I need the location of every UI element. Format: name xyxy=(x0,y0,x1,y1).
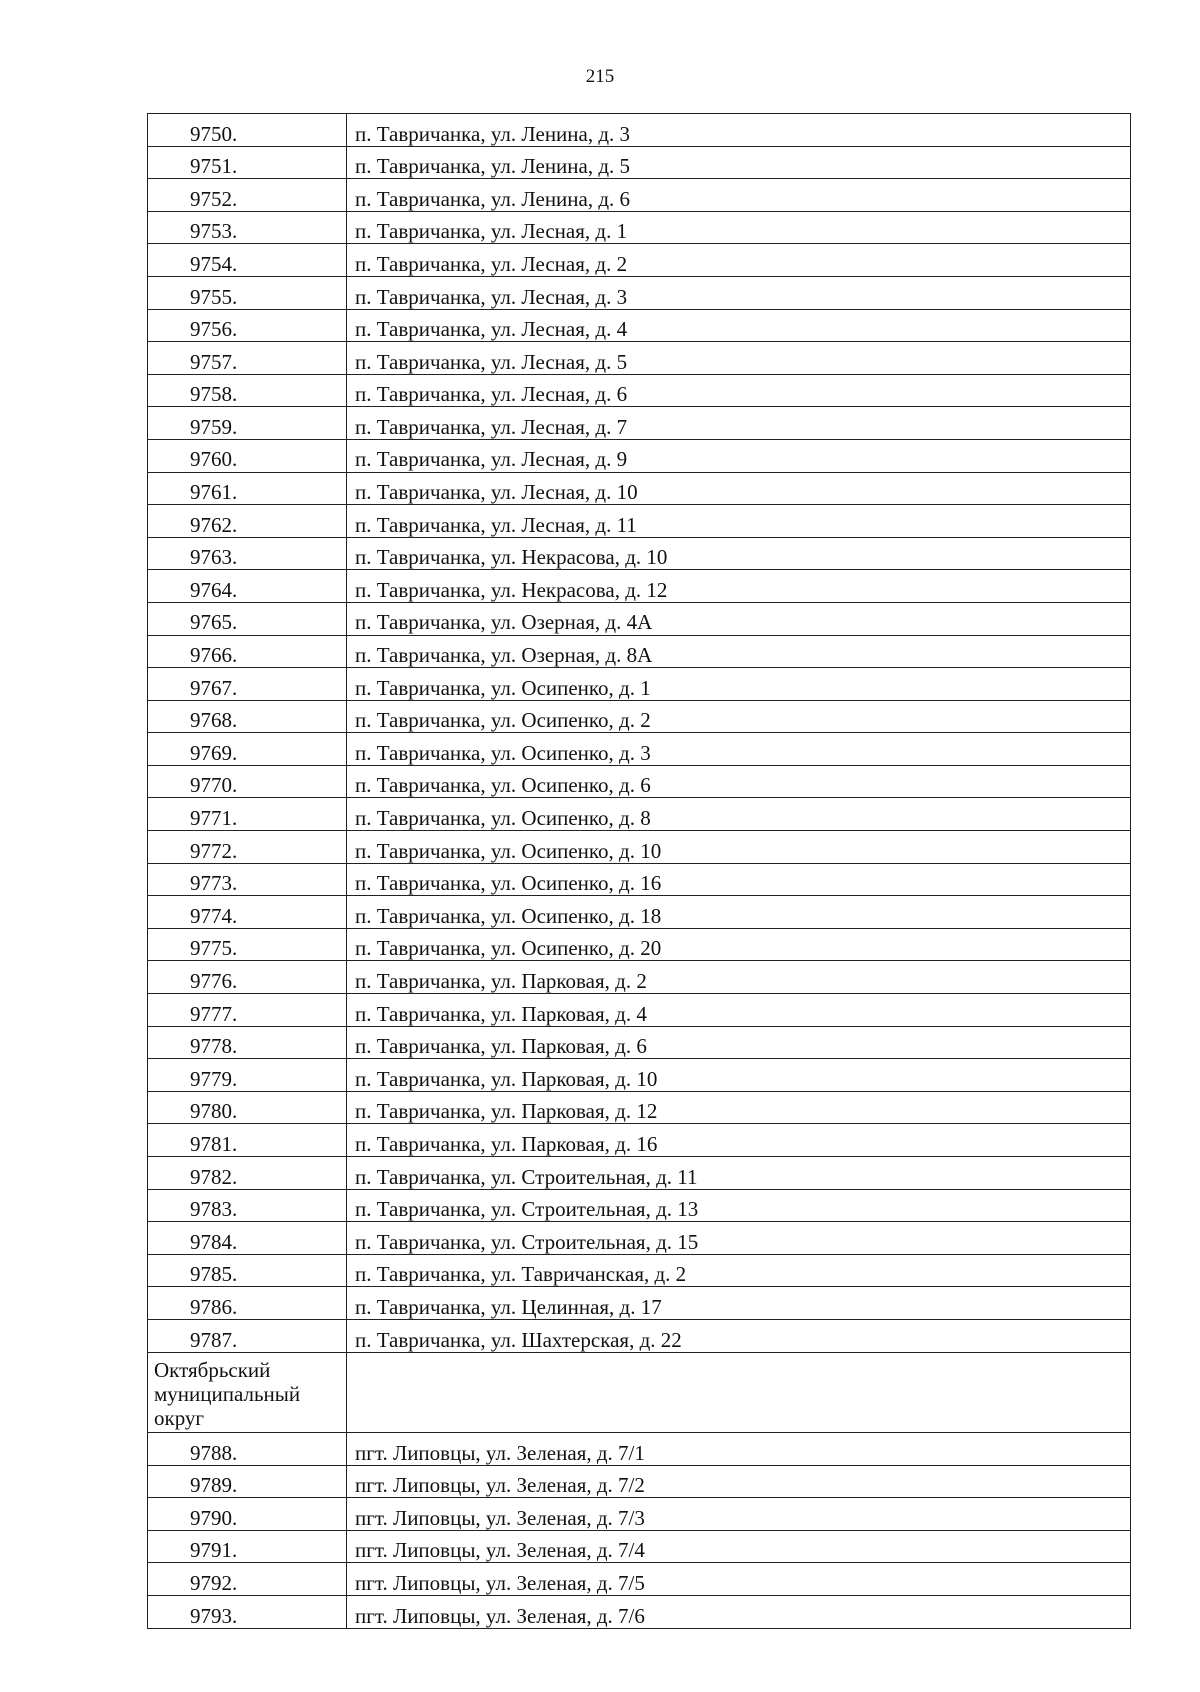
table-row xyxy=(148,1124,1131,1157)
table-row xyxy=(148,602,1131,635)
row-address: п. Тавричанка, ул. Осипенко, д. 6 xyxy=(347,765,1131,798)
row-number: 9777. xyxy=(148,994,347,1027)
row-number: 9776. xyxy=(148,961,347,994)
row-address: п. Тавричанка, ул. Парковая, д. 6 xyxy=(347,1026,1131,1059)
row-number: 9751. xyxy=(148,146,347,179)
table-row xyxy=(148,733,1131,766)
table-row xyxy=(148,668,1131,701)
row-address: п. Тавричанка, ул. Ленина, д. 5 xyxy=(347,146,1131,179)
address-table-body-part-1 xyxy=(148,114,1131,1353)
section-name: Октябрьский муниципальный округ xyxy=(148,1352,347,1432)
row-number: 9788. xyxy=(148,1432,347,1465)
row-number: 9769. xyxy=(148,733,347,766)
row-number: 9762. xyxy=(148,505,347,538)
table-row xyxy=(148,374,1131,407)
row-number: 9767. xyxy=(148,668,347,701)
table-row xyxy=(148,179,1131,212)
row-number: 9750. xyxy=(148,114,347,147)
table-row xyxy=(148,276,1131,309)
table-row xyxy=(148,1319,1131,1352)
table-row xyxy=(148,1091,1131,1124)
table-row xyxy=(148,1254,1131,1287)
row-number: 9781. xyxy=(148,1124,347,1157)
row-number: 9759. xyxy=(148,407,347,440)
row-address: п. Тавричанка, ул. Лесная, д. 10 xyxy=(347,472,1131,505)
table-row xyxy=(148,798,1131,831)
row-number: 9766. xyxy=(148,635,347,668)
row-address: пгт. Липовцы, ул. Зеленая, д. 7/6 xyxy=(347,1595,1131,1628)
page-number: 215 xyxy=(585,66,615,87)
row-number: 9765. xyxy=(148,602,347,635)
row-number: 9770. xyxy=(148,765,347,798)
row-number: 9771. xyxy=(148,798,347,831)
row-address: п. Тавричанка, ул. Строительная, д. 11 xyxy=(347,1157,1131,1190)
table-row xyxy=(148,961,1131,994)
row-number: 9782. xyxy=(148,1157,347,1190)
row-number: 9756. xyxy=(148,309,347,342)
row-number: 9772. xyxy=(148,831,347,864)
row-address: п. Тавричанка, ул. Строительная, д. 15 xyxy=(347,1222,1131,1255)
table-row xyxy=(148,1157,1131,1190)
row-address: п. Тавричанка, ул. Тавричанская, д. 2 xyxy=(347,1254,1131,1287)
row-number: 9758. xyxy=(148,374,347,407)
row-address: п. Тавричанка, ул. Парковая, д. 4 xyxy=(347,994,1131,1027)
row-address: пгт. Липовцы, ул. Зеленая, д. 7/2 xyxy=(347,1465,1131,1498)
row-number: 9791. xyxy=(148,1530,347,1563)
row-number: 9774. xyxy=(148,896,347,929)
table-row xyxy=(148,863,1131,896)
table-row xyxy=(148,1498,1131,1531)
row-address: п. Тавричанка, ул. Осипенко, д. 3 xyxy=(347,733,1131,766)
row-address: п. Тавричанка, ул. Шахтерская, д. 22 xyxy=(347,1319,1131,1352)
row-number: 9792. xyxy=(148,1563,347,1596)
row-number: 9754. xyxy=(148,244,347,277)
row-address: п. Тавричанка, ул. Лесная, д. 1 xyxy=(347,211,1131,244)
table-row xyxy=(148,928,1131,961)
row-address: п. Тавричанка, ул. Озерная, д. 8А xyxy=(347,635,1131,668)
table-row xyxy=(148,1432,1131,1465)
row-address: п. Тавричанка, ул. Некрасова, д. 12 xyxy=(347,570,1131,603)
table-row xyxy=(148,1465,1131,1498)
row-number: 9761. xyxy=(148,472,347,505)
row-number: 9760. xyxy=(148,439,347,472)
table-row xyxy=(148,994,1131,1027)
row-number: 9763. xyxy=(148,537,347,570)
row-number: 9790. xyxy=(148,1498,347,1531)
table-row xyxy=(148,342,1131,375)
row-number: 9780. xyxy=(148,1091,347,1124)
row-address: пгт. Липовцы, ул. Зеленая, д. 7/1 xyxy=(347,1432,1131,1465)
table-row xyxy=(148,1287,1131,1320)
table-row xyxy=(148,1026,1131,1059)
row-address: п. Тавричанка, ул. Парковая, д. 10 xyxy=(347,1059,1131,1092)
row-address: п. Тавричанка, ул. Лесная, д. 9 xyxy=(347,439,1131,472)
row-address: п. Тавричанка, ул. Осипенко, д. 10 xyxy=(347,831,1131,864)
row-address: п. Тавричанка, ул. Лесная, д. 5 xyxy=(347,342,1131,375)
table-row xyxy=(148,407,1131,440)
row-address: п. Тавричанка, ул. Строительная, д. 13 xyxy=(347,1189,1131,1222)
table-row xyxy=(148,765,1131,798)
table-row xyxy=(148,570,1131,603)
row-address: пгт. Липовцы, ул. Зеленая, д. 7/5 xyxy=(347,1563,1131,1596)
table-row xyxy=(148,1189,1131,1222)
row-number: 9755. xyxy=(148,276,347,309)
row-address: п. Тавричанка, ул. Парковая, д. 2 xyxy=(347,961,1131,994)
table-row xyxy=(148,439,1131,472)
row-number: 9784. xyxy=(148,1222,347,1255)
row-number: 9773. xyxy=(148,863,347,896)
table-row xyxy=(148,1222,1131,1255)
row-number: 9789. xyxy=(148,1465,347,1498)
table-row xyxy=(148,1595,1131,1628)
row-number: 9787. xyxy=(148,1319,347,1352)
row-address: п. Тавричанка, ул. Лесная, д. 2 xyxy=(347,244,1131,277)
row-number: 9778. xyxy=(148,1026,347,1059)
table-row xyxy=(148,505,1131,538)
row-address: п. Тавричанка, ул. Осипенко, д. 2 xyxy=(347,700,1131,733)
section-address xyxy=(347,1352,1131,1432)
row-address: п. Тавричанка, ул. Лесная, д. 11 xyxy=(347,505,1131,538)
row-number: 9764. xyxy=(148,570,347,603)
row-number: 9779. xyxy=(148,1059,347,1092)
row-address: п. Тавричанка, ул. Озерная, д. 4А xyxy=(347,602,1131,635)
table-row xyxy=(148,537,1131,570)
row-address: пгт. Липовцы, ул. Зеленая, д. 7/4 xyxy=(347,1530,1131,1563)
row-address: п. Тавричанка, ул. Лесная, д. 7 xyxy=(347,407,1131,440)
table-row xyxy=(148,472,1131,505)
row-address: п. Тавричанка, ул. Лесная, д. 3 xyxy=(347,276,1131,309)
table-row xyxy=(148,146,1131,179)
address-table-body-part-2 xyxy=(148,1432,1131,1628)
table-row xyxy=(148,896,1131,929)
table-row xyxy=(148,114,1131,147)
section-group xyxy=(148,1352,1131,1432)
table-row xyxy=(148,244,1131,277)
row-address: п. Тавричанка, ул. Парковая, д. 16 xyxy=(347,1124,1131,1157)
row-address: п. Тавричанка, ул. Ленина, д. 3 xyxy=(347,114,1131,147)
table-row xyxy=(148,309,1131,342)
row-address: пгт. Липовцы, ул. Зеленая, д. 7/3 xyxy=(347,1498,1131,1531)
row-address: п. Тавричанка, ул. Осипенко, д. 18 xyxy=(347,896,1131,929)
address-table xyxy=(147,113,1131,1629)
row-number: 9775. xyxy=(148,928,347,961)
section-row xyxy=(148,1352,1131,1432)
row-address: п. Тавричанка, ул. Ленина, д. 6 xyxy=(347,179,1131,212)
table-row xyxy=(148,1563,1131,1596)
row-address: п. Тавричанка, ул. Осипенко, д. 20 xyxy=(347,928,1131,961)
table-row xyxy=(148,700,1131,733)
row-number: 9783. xyxy=(148,1189,347,1222)
row-address: п. Тавричанка, ул. Осипенко, д. 1 xyxy=(347,668,1131,701)
row-number: 9768. xyxy=(148,700,347,733)
row-number: 9785. xyxy=(148,1254,347,1287)
row-address: п. Тавричанка, ул. Целинная, д. 17 xyxy=(347,1287,1131,1320)
row-address: п. Тавричанка, ул. Осипенко, д. 8 xyxy=(347,798,1131,831)
row-number: 9753. xyxy=(148,211,347,244)
row-address: п. Тавричанка, ул. Лесная, д. 6 xyxy=(347,374,1131,407)
table-row xyxy=(148,1530,1131,1563)
row-address: п. Тавричанка, ул. Некрасова, д. 10 xyxy=(347,537,1131,570)
table-row xyxy=(148,1059,1131,1092)
row-number: 9786. xyxy=(148,1287,347,1320)
row-address: п. Тавричанка, ул. Осипенко, д. 16 xyxy=(347,863,1131,896)
row-address: п. Тавричанка, ул. Лесная, д. 4 xyxy=(347,309,1131,342)
row-address: п. Тавричанка, ул. Парковая, д. 12 xyxy=(347,1091,1131,1124)
row-number: 9752. xyxy=(148,179,347,212)
table-row xyxy=(148,831,1131,864)
table-row xyxy=(148,635,1131,668)
row-number: 9757. xyxy=(148,342,347,375)
row-number: 9793. xyxy=(148,1595,347,1628)
table-row xyxy=(148,211,1131,244)
